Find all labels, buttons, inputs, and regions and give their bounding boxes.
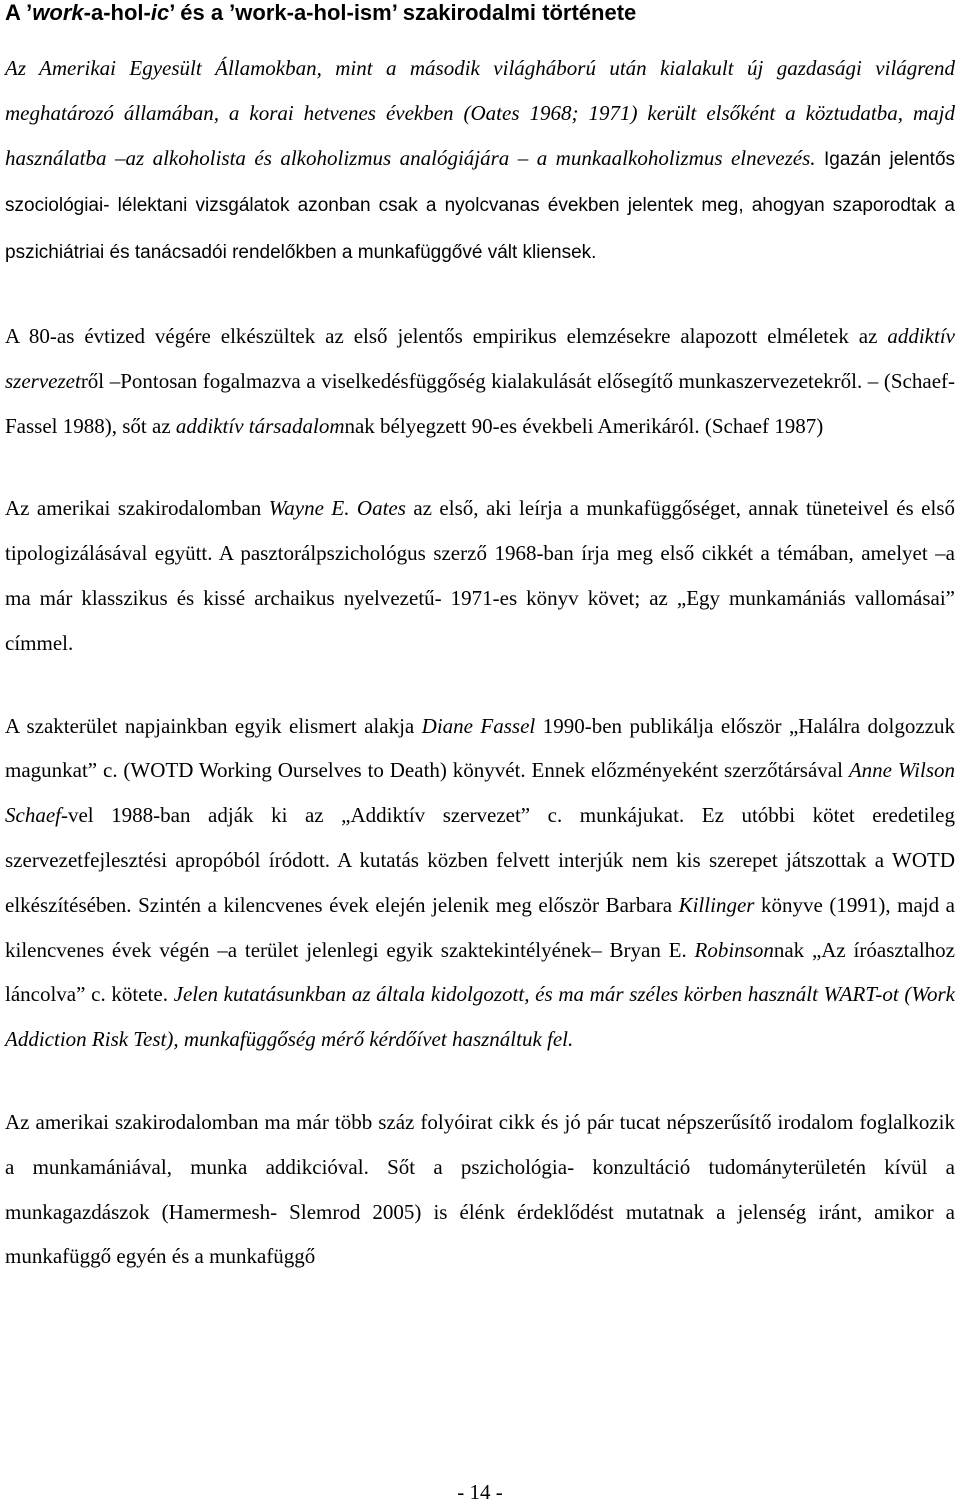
paragraph-4-text-1: A szakterület napjainkban egyik elismert alakja <box>5 713 422 738</box>
title-part-3: -a-hol- <box>83 0 151 25</box>
paragraph-4-italic-4: Robinson <box>694 937 774 962</box>
paragraph-4-text-3: -vel 1988-ban adják ki az „Addiktív szervezet” c. munkájukat. Ez utóbbi kötet eredetileg szervezetfejlesztési apropóból íródott. A kutatás közben felvett interjúk nem kis szerepet játszottak a WOTD elkészítésében. Szintén a kilencvenes évek elején jelenik meg először Barbara <box>5 803 955 917</box>
paragraph-2-text-1: A 80-as évtized végére elkészültek az első jelentős empirikus elemzésekre alapozott elméletek az <box>5 323 888 348</box>
paragraph-2-italic-1: addiktív szervezet <box>5 323 955 393</box>
page-title <box>5 0 955 26</box>
paragraph-4-italic-3: Killinger <box>678 892 755 917</box>
paragraph-2-text-2: ről –Pontosan fogalmazva a viselkedésfüggőség kialakulását elősegítő munkaszervezetekről. – (Schaef- Fassel 1988), sőt az <box>5 368 955 438</box>
paragraph-4-italic-2: Anne Wilson Schaef <box>5 758 956 828</box>
paragraph-4-text-5: nak „Az íróasztalhoz láncolva” c. kötete. <box>5 937 955 1007</box>
paragraph-4-text-2: 1990-ben publikálja először „Halálra dolgozzuk magunkat” c. (WOTD Working Ourselves to Death) könyvét. Ennek előzményeként szerzőtársával <box>5 713 955 783</box>
paragraph-4 <box>5 704 955 1062</box>
title-part-2: work <box>32 0 84 25</box>
paragraph-1-italic-intro: Az Amerikai Egyesült Államokban, mint a második világháború után kialakult új gazdasági világrend meghatározó államában, a korai hetvenes években (Oates 1968; 1971) került elsőként a köztudatba, majd használatba –az alkoholista és alkoholizmus analógiájára – a munkaalkoholizmus elnevezés. <box>5 56 955 170</box>
paragraph-5-text-1: Az amerikai szakirodalomban ma már több száz folyóirat cikk és jó pár tucat népszerűsítő irodalom foglalkozik a munkamániával, munka addikcióval. Sőt a pszichológia- konzultáció tudományterületén kívül a munkagazdászok (Hamermesh- Slemrod 2005) is élénk érdeklődést mutatnak a jelenség iránt, amikor a munkafüggő egyén és a munkafüggő <box>5 1109 955 1269</box>
paragraph-1-body: Igazán jelentős szociológiai- lélektani vizsgálatok azonban csak a nyolcvanas években jelentek meg, ahogyan szaporodtak a pszichiátriai és tanácsadói rendelőkben a munkafüggővé vált kliensek. <box>5 148 956 264</box>
title-part-1: A ’ <box>5 0 33 25</box>
paragraph-3-text-1: Az amerikai szakirodalomban <box>5 496 269 521</box>
paragraph-3 <box>5 486 955 665</box>
paragraph-4-italic-1: Diane Fassel <box>421 713 536 738</box>
paragraph-3-italic-1: Wayne E. Oates <box>268 496 406 521</box>
title-part-4: ic <box>150 0 170 25</box>
paragraph-4-text-4: könyve (1991), majd a kilencvenes évek végén –a terület jelenlegi egyik szaktekintélyének– Bryan E. <box>5 892 955 962</box>
paragraph-2-text-3: nak bélyegzett 90-es évekbeli Amerikáról. (Schaef 1987) <box>344 413 824 438</box>
paragraph-2 <box>5 314 955 448</box>
paragraph-2-italic-2: addiktív társadalom <box>175 413 345 438</box>
paragraph-1 <box>5 46 955 276</box>
title-part-5: ’ és a ’work-a-hol-ism’ szakirodalmi története <box>169 0 637 25</box>
paragraph-5 <box>5 1100 955 1279</box>
document-page <box>5 0 955 1279</box>
page-number: - 14 - <box>457 1480 503 1504</box>
paragraph-4-italic-5: Jelen kutatásunkban az általa kidolgozott, és ma már széles körben használt WART-ot (Work Addiction Risk Test), munkafüggőség mérő kérdőívet használtuk fel. <box>5 982 955 1052</box>
paragraph-3-text-2: az első, aki leírja a munkafüggőséget, annak tüneteivel és első tipologizálásával együtt. A pasztorálpszichológus szerző 1968-ban írja meg első cikkét a témában, amelyet –a ma már klasszikus és kissé archaikus nyelvezetű- 1971-es könyv követ; az „Egy munkamániás vallomásai” címmel. <box>5 496 955 655</box>
